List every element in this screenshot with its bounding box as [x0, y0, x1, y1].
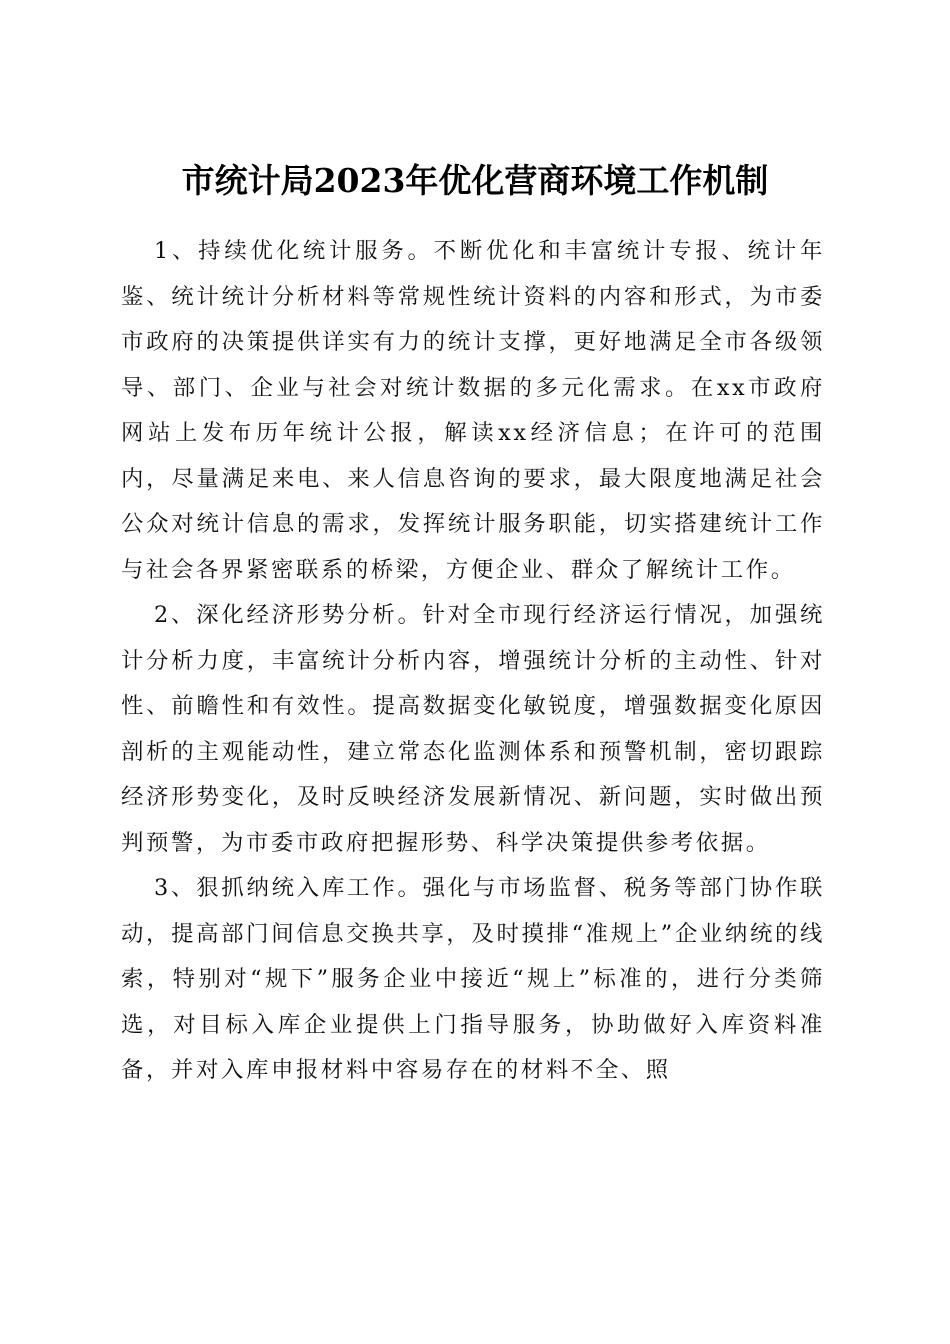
document-body [121, 229, 825, 1094]
paragraph-1: 1、持续优化统计服务。不断优化和丰富统计专报、统计年鉴、统计统计分析材料等常规性统计资料的内容和形式，为市委市政府的决策提供详实有力的统计支撑，更好地满足全市各级领导、部门、企业与社会对统计数据的多元化需求。在xx市政府网站上发布历年统计公报，解读xx经济信息；在许可的范围内，尽量满足来电、来人信息咨询的要求，最大限度地满足社会公众对统计信息的需求，发挥统计服务职能，切实搭建统计工作与社会各界紧密联系的桥梁，方便企业、群众了解统计工作。 [121, 238, 825, 583]
paragraph-3: 3、狠抓纳统入库工作。强化与市场监督、税务等部门协作联动，提高部门间信息交换共享，及时摸排“准规上”企业纳统的线索，特别对“规下”服务企业中接近“规上”标准的，进行分类筛选，对目标入库企业提供上门指导服务，协助做好入库资料准备，并对入库申报材料中容易存在的材料不全、照 [121, 875, 825, 1083]
paragraph-2: 2、深化经济形势分析。针对全市现行经济运行情况，加强统计分析力度，丰富统计分析内容，增强统计分析的主动性、针对性、前瞻性和有效性。提高数据变化敏锐度，增强数据变化原因剖析的主观能动性，建立常态化监测体系和预警机制，密切跟踪经济形势变化，及时反映经济发展新情况、新问题，实时做出预判预警，为市委市政府把握形势、科学决策提供参考依据。 [121, 602, 825, 856]
document-title: 市统计局2023年优化营商环境工作机制 [181, 161, 769, 201]
